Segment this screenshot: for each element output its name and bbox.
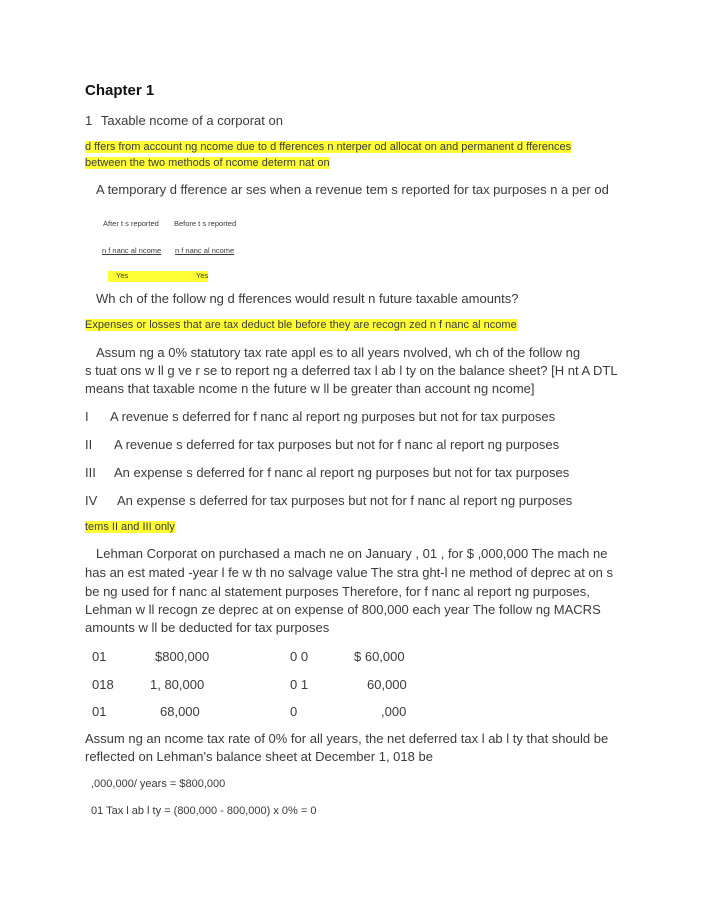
question-5: Lehman Corporat on purchased a mach ne on January , 01 , for $ ,000,000 The mach ne: [96, 546, 608, 561]
question-3: Wh ch of the follow ng d fferences would result n future taxable amounts?: [96, 291, 519, 306]
answer-yes: Yes: [116, 271, 129, 280]
table-cell: 0: [290, 704, 298, 719]
question-5-line: Lehman w ll recogn ze deprec at on expense of 800,000 each year The follow ng MACRS: [85, 602, 601, 617]
option-item: [85, 493, 572, 508]
option-text: An expense s deferred for f nanc al report ng purposes but not for tax purposes: [114, 465, 570, 480]
chapter-heading: Chapter 1: [85, 82, 155, 99]
table-cell: ,000: [381, 704, 407, 719]
question-5-prompt: Assum ng an ncome tax rate of 0% for all years, the net deferred tax l ab l ty that should be: [85, 731, 609, 746]
table-cell: $ 60,000: [354, 649, 405, 664]
table-cell: 0 1: [290, 677, 309, 692]
question-text: Taxable ncome of a corporat on: [100, 113, 283, 128]
column-subheader: n f nanc al ncome: [175, 246, 235, 255]
table-cell: 68,000: [160, 704, 200, 719]
answer-yes: Yes: [196, 271, 209, 280]
question-number: 1: [85, 113, 93, 128]
option-item: [85, 409, 555, 424]
answer-highlight: d ffers from account ng ncome due to d fferences n nterper od allocat on and permanent d fferences: [85, 141, 572, 153]
option-item: [85, 465, 569, 480]
option-text: A revenue s deferred for tax purposes but not for f nanc al report ng purposes: [114, 437, 560, 452]
calculation-line: 01 Tax l ab l ty = (800,000 - 800,000) x 0% = 0: [91, 805, 317, 817]
question-4-line: means that taxable ncome n the future w ll be greater than account ng ncome]: [85, 381, 535, 396]
option-numeral: III: [85, 465, 96, 480]
option-text: A revenue s deferred for f nanc al report ng purposes but not for tax purposes: [110, 409, 556, 424]
question-5-line: has an est mated -year l fe w th no salvage value The stra ght-l ne method of deprec at on s: [85, 565, 614, 580]
table-cell: 01: [92, 704, 107, 719]
table-cell: 018: [92, 677, 114, 692]
column-header: After t s reported: [103, 219, 159, 228]
calculation-line: ,000,000/ years = $800,000: [91, 778, 226, 790]
table-cell: 60,000: [367, 677, 407, 692]
answer-highlight: between the two methods of ncome determ nat on: [85, 157, 330, 169]
question-4-line: s tuat ons w ll g ve r se to report ng a deferred tax l ab l ty on the balance sheet? [H nt A DTL: [85, 363, 618, 378]
column-subheader: n f nanc al ncome: [102, 246, 162, 255]
option-text: An expense s deferred for tax purposes but not for f nanc al report ng purposes: [117, 493, 573, 508]
table-cell: $800,000: [155, 649, 210, 664]
table-cell: 0 0: [290, 649, 309, 664]
question-4: Assum ng a 0% statutory tax rate appl es to all years nvolved, wh ch of the follow ng: [96, 345, 581, 360]
option-item: [85, 437, 559, 452]
answer-highlight: Expenses or losses that are tax deduct ble before they are recogn zed n f nanc al ncome: [85, 319, 517, 331]
question-1: [85, 113, 283, 128]
question-5-line: be ng used for f nanc al statement purposes Therefore, for f nanc al report ng purposes,: [85, 584, 590, 599]
option-numeral: IV: [85, 493, 98, 508]
table-cell: 1, 80,000: [150, 677, 205, 692]
option-numeral: I: [85, 409, 89, 424]
option-numeral: II: [85, 437, 93, 452]
question-2: A temporary d fference ar ses when a revenue tem s reported for tax purposes n a per od: [96, 182, 609, 197]
answer-highlight: [108, 271, 208, 282]
question-5-prompt: reflected on Lehman's balance sheet at December 1, 018 be: [85, 749, 433, 764]
answer-highlight: tems II and III only: [85, 521, 175, 533]
table-cell: 01: [92, 649, 107, 664]
column-header: Before t s reported: [174, 219, 237, 228]
question-5-line: amounts w ll be deducted for tax purposes: [85, 620, 330, 635]
